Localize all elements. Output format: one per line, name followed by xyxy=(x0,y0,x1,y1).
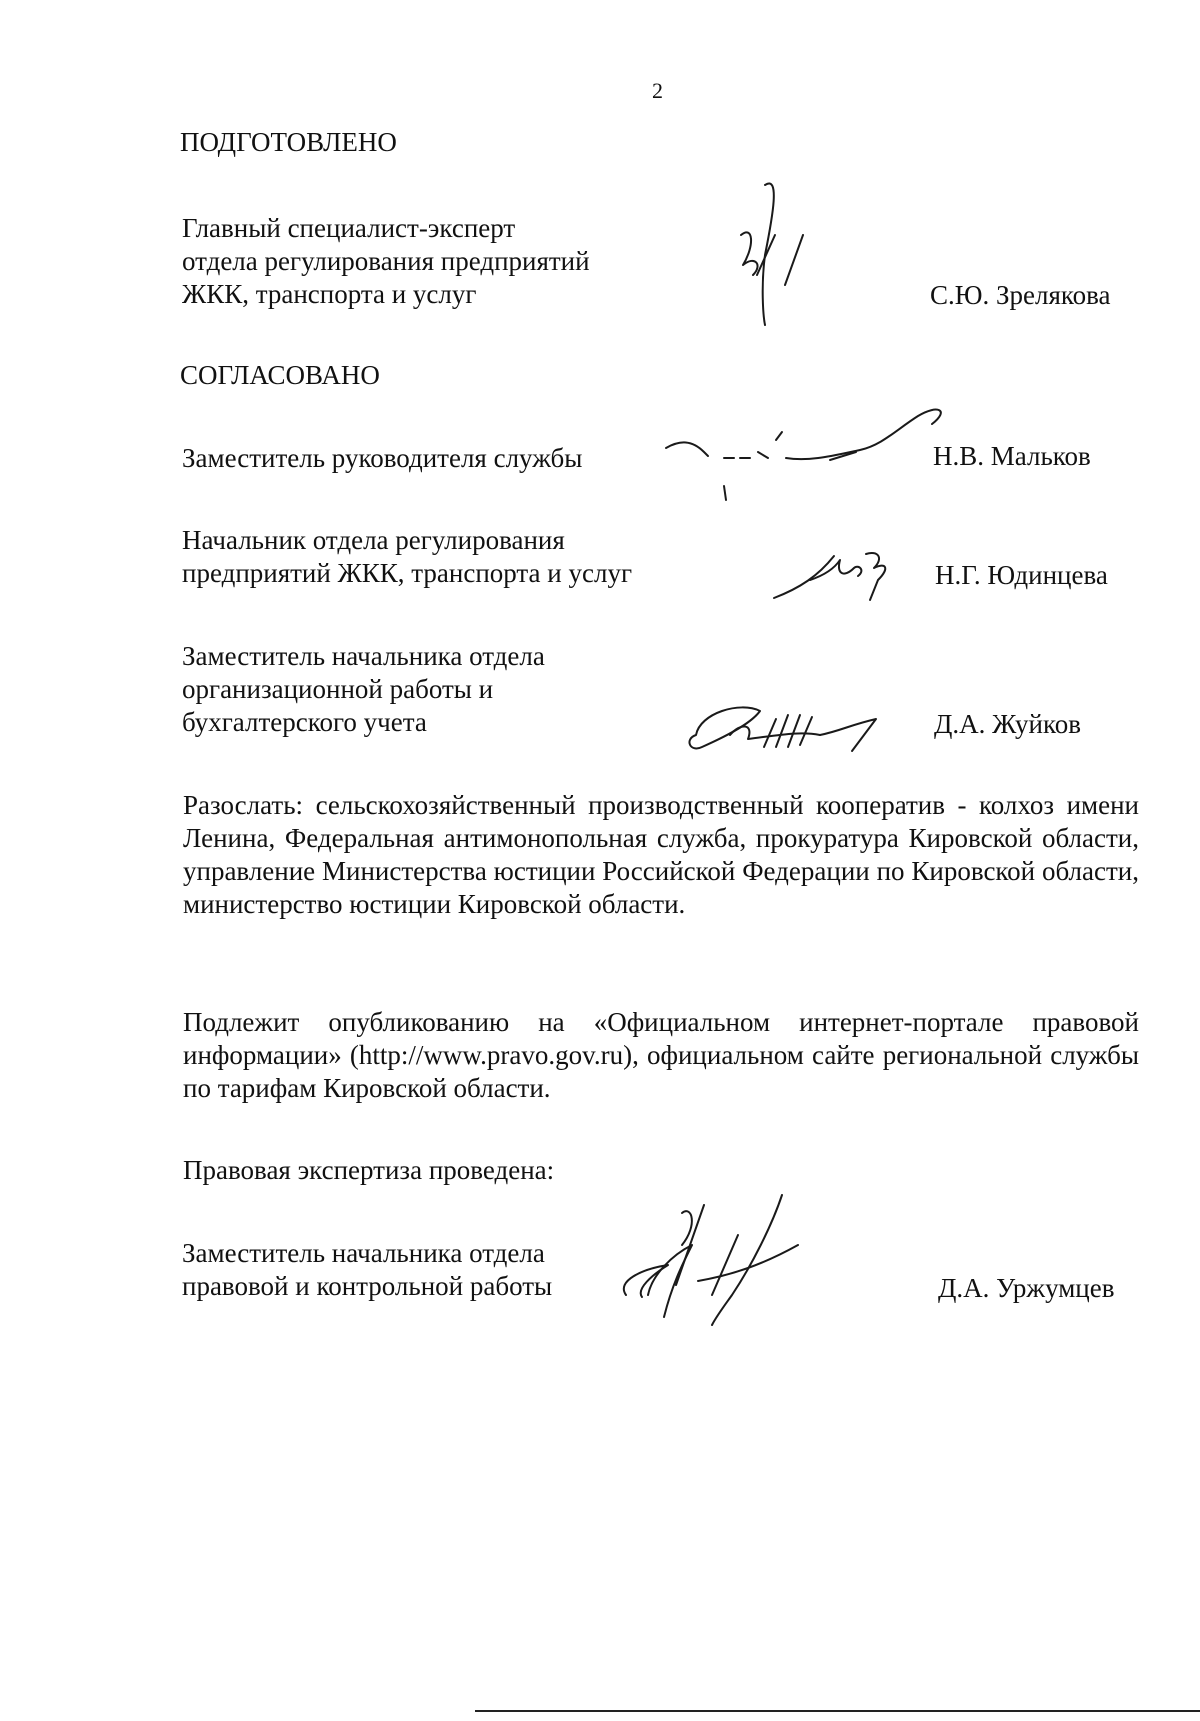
distribution-paragraph: Разослать: сельскохозяйственный производственный кооператив - колхоз имени Ленина, Федеральная антимонопольная служба, прокуратура Кировской области, управление Министерства юстиции Российской Федерации по Кировской области, министерство юстиции Кировской области. xyxy=(183,790,1139,919)
position-line: Заместитель начальника отдела xyxy=(182,1238,545,1268)
agreed-heading: СОГЛАСОВАНО xyxy=(180,360,380,390)
publication-paragraph: Подлежит опубликованию на «Официальном интернет-портале правовой информации» (http://www.pravo.gov.ru), официальном сайте региональной службы по тарифам Кировской области. xyxy=(183,1007,1139,1103)
agreed-name-1: Н.В. Мальков xyxy=(933,441,1091,471)
position-line: предприятий ЖКК, транспорта и услуг xyxy=(182,558,633,588)
signature-zrelyakova xyxy=(735,175,835,335)
prepared-heading: ПОДГОТОВЛЕНО xyxy=(180,127,397,157)
legal-review-heading: Правовая экспертиза проведена: xyxy=(183,1155,555,1185)
agreed-position-2 xyxy=(182,524,632,590)
agreed-name-2: Н.Г. Юдинцева xyxy=(935,560,1108,590)
position-line: бухгалтерского учета xyxy=(182,707,427,737)
prepared-name: С.Ю. Зрелякова xyxy=(930,280,1111,310)
signature-yudintseva xyxy=(770,540,910,610)
position-line: Заместитель начальника отдела xyxy=(182,641,545,671)
legal-review-name: Д.А. Уржумцев xyxy=(938,1273,1115,1303)
position-line: организационной работы и xyxy=(182,674,494,704)
position-line: Заместитель руководителя службы xyxy=(182,443,583,473)
page-number: 2 xyxy=(652,78,663,103)
legal-review-position xyxy=(182,1237,552,1303)
agreed-position-3 xyxy=(182,640,545,739)
agreed-position-1 xyxy=(182,442,582,475)
position-line: Начальник отдела регулирования xyxy=(182,525,565,555)
signature-zhuykov xyxy=(680,695,900,765)
signature-urzhumtsev xyxy=(612,1185,852,1335)
position-line: правовой и контрольной работы xyxy=(182,1271,553,1301)
bottom-rule xyxy=(475,1710,1200,1712)
signature-malkov xyxy=(660,400,960,510)
position-line: Главный специалист-эксперт xyxy=(182,213,516,243)
position-line: отдела регулирования предприятий xyxy=(182,246,590,276)
position-line: ЖКК, транспорта и услуг xyxy=(182,279,477,309)
agreed-name-3: Д.А. Жуйков xyxy=(934,709,1081,739)
prepared-position xyxy=(182,212,590,311)
